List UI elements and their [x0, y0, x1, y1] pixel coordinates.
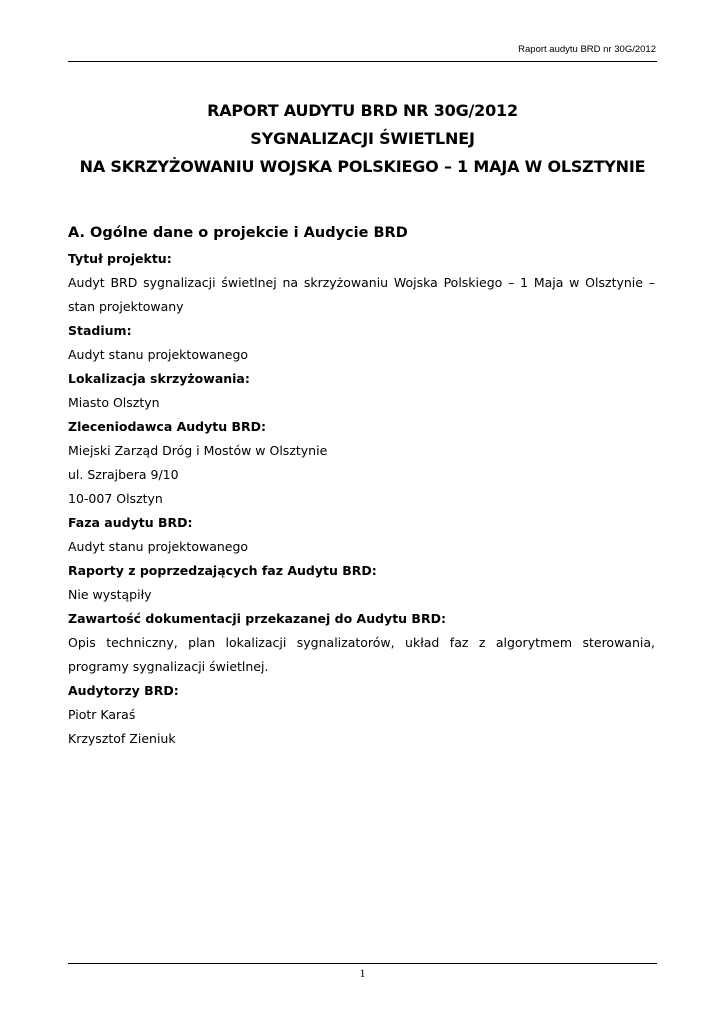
phase-label: Faza audytu BRD:	[68, 515, 193, 530]
client-city: 10-007 Olsztyn	[68, 491, 163, 506]
title-line-1: RAPORT AUDYTU BRD NR 30G/2012	[207, 101, 518, 120]
location-value: Miasto Olsztyn	[68, 395, 160, 410]
stage-label: Stadium:	[68, 323, 132, 338]
stage-value: Audyt stanu projektowanego	[68, 347, 249, 362]
header-divider	[68, 61, 657, 62]
client-street: ul. Szrajbera 9/10	[68, 467, 179, 482]
auditor-name: Krzysztof Zieniuk	[68, 731, 176, 746]
footer-divider	[68, 963, 657, 964]
report-title	[68, 97, 657, 181]
location-label: Lokalizacja skrzyżowania:	[68, 371, 250, 386]
title-line-2: SYGNALIZACJI ŚWIETLNEJ	[250, 129, 475, 148]
auditors-label: Audytorzy BRD:	[68, 683, 179, 698]
project-title-label: Tytuł projektu:	[68, 251, 172, 266]
auditor-name: Piotr Karaś	[68, 707, 136, 722]
client-name: Miejski Zarząd Dróg i Mostów w Olsztynie	[68, 443, 328, 458]
documentation-value: Opis techniczny, plan lokalizacji sygnalizatorów, układ faz z algorytmem sterowania, programy sygnalizacji świetlnej.	[68, 635, 655, 674]
project-title-value: Audyt BRD sygnalizacji świetlnej na skrzyżowaniu Wojska Polskiego – 1 Maja w Olsztynie – stan projektowany	[68, 275, 655, 314]
page-number: 1	[359, 966, 366, 980]
previous-reports-value: Nie wystąpiły	[68, 587, 152, 602]
client-label: Zleceniodawca Audytu BRD:	[68, 419, 267, 434]
documentation-label: Zawartość dokumentacji przekazanej do Audytu BRD:	[68, 611, 446, 626]
section-heading: A. Ogólne dane o projekcie i Audycie BRD	[68, 225, 408, 241]
running-header: Raport audytu BRD nr 30G/2012	[518, 44, 656, 55]
title-line-3: NA SKRZYŻOWANIU WOJSKA POLSKIEGO – 1 MAJA W OLSZTYNIE	[79, 157, 646, 176]
previous-reports-label: Raporty z poprzedzających faz Audytu BRD:	[68, 563, 377, 578]
phase-value: Audyt stanu projektowanego	[68, 539, 249, 554]
section-a	[68, 221, 655, 751]
